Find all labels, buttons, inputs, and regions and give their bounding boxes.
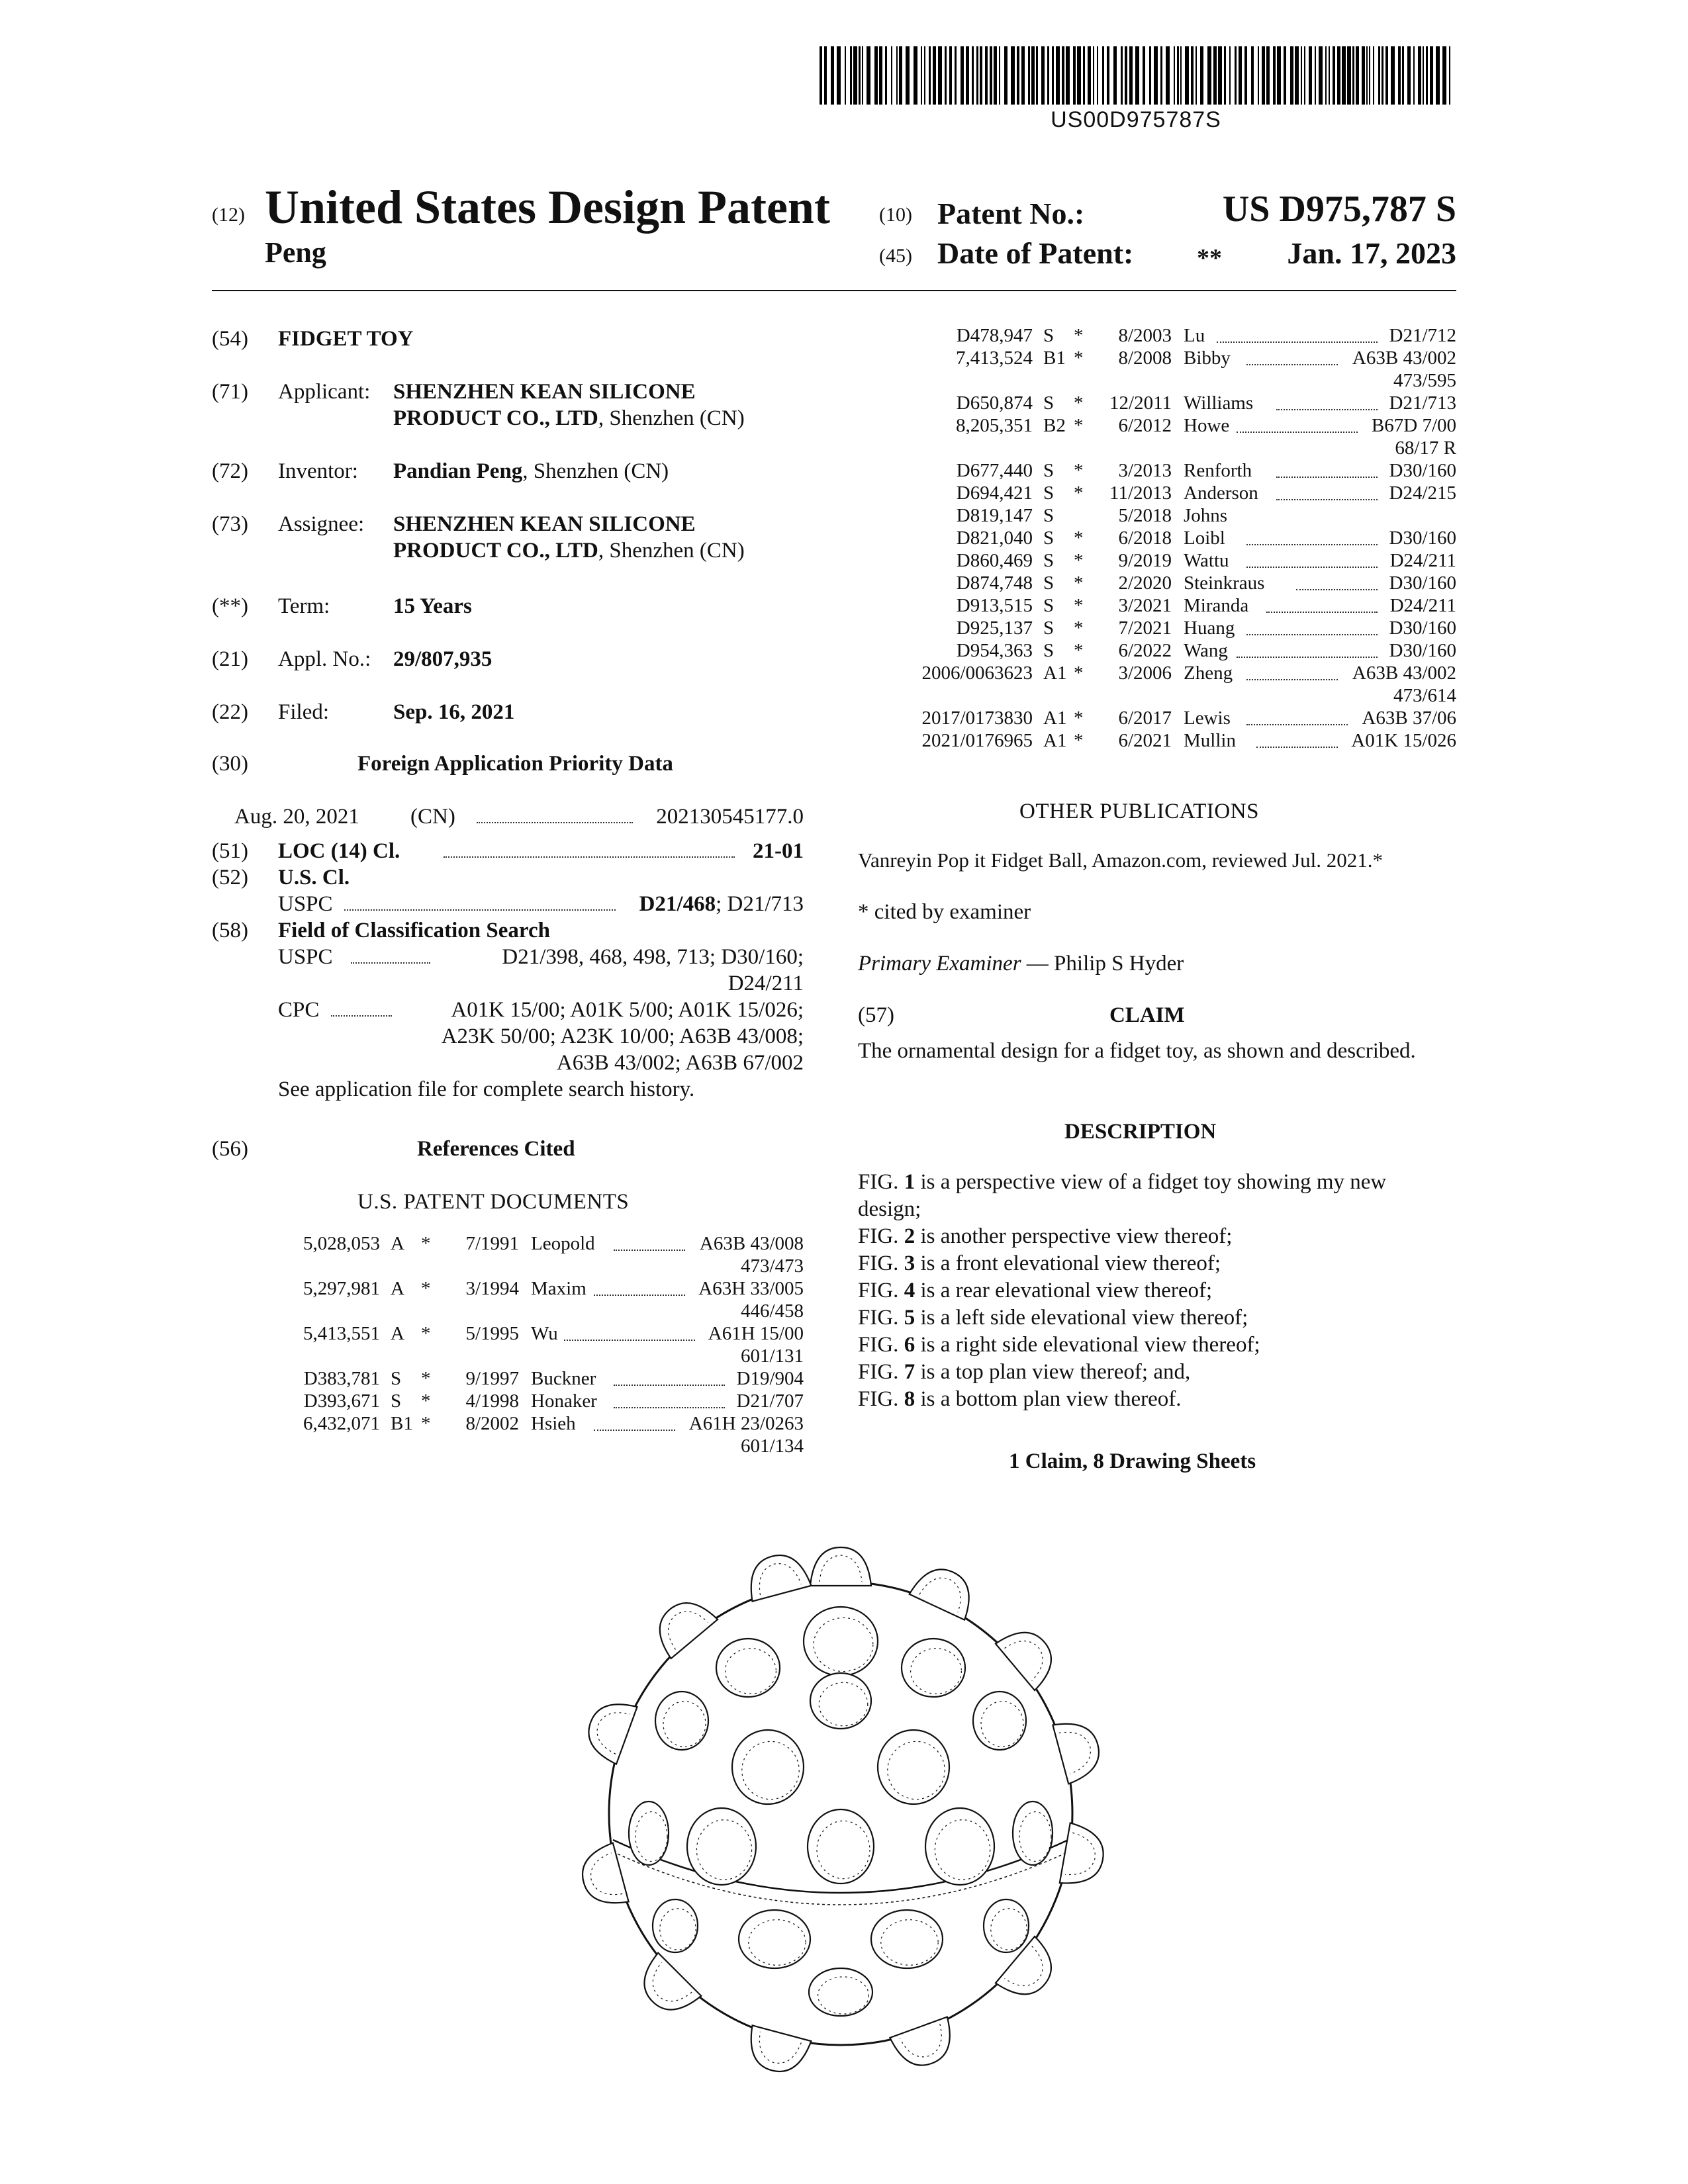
reference-class-secondary: 601/131 bbox=[740, 1345, 804, 1367]
reference-star: * bbox=[1074, 730, 1084, 751]
reference-class: D30/160 bbox=[1389, 640, 1456, 661]
reference-class-secondary: 446/458 bbox=[740, 1300, 804, 1322]
reference-date: 7/1991 bbox=[465, 1233, 519, 1254]
reference-star: * bbox=[421, 1278, 431, 1299]
applicant-company: PRODUCT CO., LTD bbox=[393, 406, 598, 430]
reference-kind: S bbox=[1043, 617, 1055, 639]
patent-number: US D975,787 S bbox=[1222, 189, 1456, 230]
reference-star: * bbox=[1074, 460, 1084, 481]
term-value: 15 Years bbox=[393, 594, 472, 618]
applicant-line2 bbox=[393, 405, 745, 432]
applicant-label: Applicant: bbox=[278, 380, 371, 404]
reference-kind: B1 bbox=[391, 1413, 413, 1434]
reference-date: 3/2013 bbox=[1118, 460, 1172, 481]
reference-number: D925,137 bbox=[956, 617, 1033, 639]
applicant-line1: SHENZHEN KEAN SILICONE bbox=[393, 380, 696, 404]
fig-number: 1 bbox=[904, 1170, 915, 1194]
reference-inventor: Wu bbox=[531, 1323, 558, 1344]
inventor-surname: Peng bbox=[265, 236, 326, 269]
reference-class-secondary: 68/17 R bbox=[1395, 437, 1456, 459]
description-item bbox=[858, 1304, 1248, 1331]
search-field-label: Field of Classification Search bbox=[278, 919, 550, 942]
fig-caption: is a top plan view thereof; and, bbox=[915, 1360, 1191, 1384]
loc-label: LOC (14) Cl. bbox=[278, 839, 400, 863]
invention-title: FIDGET TOY bbox=[278, 327, 414, 351]
reference-inventor: Miranda bbox=[1184, 595, 1249, 616]
field-56-num: (56) bbox=[212, 1137, 248, 1161]
fig-caption: is another perspective view thereof; bbox=[915, 1224, 1233, 1248]
reference-number: 6,432,071 bbox=[303, 1413, 380, 1434]
bump bbox=[716, 1639, 780, 1697]
reference-date: 6/2021 bbox=[1118, 730, 1172, 751]
reference-inventor: Huang bbox=[1184, 617, 1235, 639]
fig-number: 4 bbox=[904, 1279, 915, 1302]
assignee-line2 bbox=[393, 537, 745, 564]
fidget-toy-drawing bbox=[549, 1502, 1132, 2138]
reference-class: D21/707 bbox=[736, 1390, 804, 1412]
reference-class: D21/712 bbox=[1389, 325, 1456, 346]
reference-kind: S bbox=[1043, 595, 1055, 616]
reference-number: 5,028,053 bbox=[303, 1233, 380, 1254]
reference-class: A01K 15/026 bbox=[1351, 730, 1456, 751]
reference-inventor: Wang bbox=[1184, 640, 1228, 661]
field-71-num: (71) bbox=[212, 380, 248, 404]
bump bbox=[629, 1801, 669, 1865]
bump bbox=[878, 1730, 949, 1804]
us-cl-label: U.S. Cl. bbox=[278, 866, 350, 889]
reference-date: 7/2021 bbox=[1118, 617, 1172, 639]
priority-leader bbox=[477, 822, 633, 823]
reference-date: 3/2021 bbox=[1118, 595, 1172, 616]
description-item bbox=[858, 1196, 921, 1222]
reference-inventor: Buckner bbox=[531, 1368, 596, 1389]
bump bbox=[973, 1692, 1026, 1750]
reference-class: A63B 43/002 bbox=[1352, 662, 1456, 684]
bump bbox=[732, 1730, 804, 1804]
fig-number: 5 bbox=[904, 1306, 915, 1330]
reference-number: D913,515 bbox=[956, 595, 1033, 616]
fig-number: 3 bbox=[904, 1251, 915, 1275]
reference-number: D650,874 bbox=[956, 392, 1033, 414]
field-57-num: (57) bbox=[858, 1003, 894, 1027]
reference-number: 5,297,981 bbox=[303, 1278, 380, 1299]
field-30-num: (30) bbox=[212, 752, 248, 776]
bump bbox=[804, 1607, 878, 1676]
patent-date: Jan. 17, 2023 bbox=[1287, 236, 1456, 270]
reference-inventor: Johns bbox=[1184, 505, 1228, 526]
reference-date: 3/2006 bbox=[1118, 662, 1172, 684]
reference-number: D821,040 bbox=[956, 527, 1033, 549]
reference-inventor: Lewis bbox=[1184, 707, 1231, 729]
reference-class: A61H 15/00 bbox=[708, 1323, 804, 1344]
barcode-number: US00D975787S bbox=[1051, 107, 1221, 132]
date-label: Date of Patent: bbox=[937, 236, 1134, 270]
reference-class: D30/160 bbox=[1389, 460, 1456, 481]
fig-prefix: FIG. bbox=[858, 1170, 904, 1194]
reference-inventor: Wattu bbox=[1184, 550, 1229, 571]
reference-number: D478,947 bbox=[956, 325, 1033, 346]
examiner-dash: — bbox=[1021, 952, 1055, 976]
patent-no-label: Patent No.: bbox=[937, 197, 1085, 230]
field-51-num: (51) bbox=[212, 839, 248, 863]
reference-number: D860,469 bbox=[956, 550, 1033, 571]
loc-leader bbox=[444, 856, 735, 858]
uspc-label: USPC bbox=[278, 892, 333, 916]
uspc-leader bbox=[344, 909, 616, 911]
search-cpc-label: CPC bbox=[278, 998, 320, 1022]
reference-date: 9/2019 bbox=[1118, 550, 1172, 571]
assignee-city: , Shenzhen (CN) bbox=[598, 539, 745, 563]
priority-heading: Foreign Application Priority Data bbox=[357, 752, 673, 776]
priority-date: Aug. 20, 2021 bbox=[234, 805, 359, 829]
applicant-city: , Shenzhen (CN) bbox=[598, 406, 745, 430]
reference-kind: S bbox=[1043, 572, 1055, 594]
code-12: (12) bbox=[212, 204, 245, 226]
reference-star: * bbox=[1074, 527, 1084, 549]
reference-inventor: Loibl bbox=[1184, 527, 1225, 549]
field-58-num: (58) bbox=[212, 919, 248, 942]
reference-date: 5/1995 bbox=[465, 1323, 519, 1344]
reference-date: 6/2012 bbox=[1118, 415, 1172, 436]
assignee-line1: SHENZHEN KEAN SILICONE bbox=[393, 512, 696, 536]
reference-number: 2021/0176965 bbox=[921, 730, 1033, 751]
reference-date: 11/2013 bbox=[1109, 482, 1172, 504]
reference-star: * bbox=[421, 1390, 431, 1412]
reference-date: 8/2002 bbox=[465, 1413, 519, 1434]
description-item bbox=[858, 1359, 1190, 1385]
field-22-num: (22) bbox=[212, 700, 248, 724]
reference-date: 5/2018 bbox=[1118, 505, 1172, 526]
reference-class-secondary: 473/595 bbox=[1393, 370, 1456, 391]
search-cpc-value1: A01K 15/00; A01K 5/00; A01K 15/026; bbox=[451, 998, 804, 1022]
inventor-name: Pandian Peng bbox=[393, 459, 523, 483]
bump bbox=[653, 1899, 698, 1952]
reference-kind: A1 bbox=[1043, 662, 1067, 684]
reference-number: D819,147 bbox=[956, 505, 1033, 526]
fig-prefix: FIG. bbox=[858, 1333, 904, 1357]
fig-prefix: FIG. bbox=[858, 1279, 904, 1302]
reference-inventor: Mullin bbox=[1184, 730, 1236, 751]
reference-inventor: Honaker bbox=[531, 1390, 597, 1412]
reference-date: 6/2022 bbox=[1118, 640, 1172, 661]
description-item bbox=[858, 1386, 1182, 1412]
reference-inventor: Renforth bbox=[1184, 460, 1252, 481]
bump bbox=[808, 1809, 874, 1884]
edge-bump bbox=[810, 1547, 871, 1586]
reference-inventor: Hsieh bbox=[531, 1413, 576, 1434]
reference-class: D24/211 bbox=[1389, 550, 1456, 571]
reference-date: 4/1998 bbox=[465, 1390, 519, 1412]
reference-star: * bbox=[1074, 415, 1084, 436]
bump bbox=[902, 1639, 965, 1697]
reference-star: * bbox=[421, 1233, 431, 1254]
code-10: (10) bbox=[879, 204, 912, 226]
description-item bbox=[858, 1223, 1232, 1250]
loc-value: 21-01 bbox=[753, 839, 804, 863]
reference-kind: S bbox=[1043, 527, 1055, 549]
field-73-num: (73) bbox=[212, 512, 248, 536]
description-item bbox=[858, 1250, 1221, 1277]
reference-class: A61H 23/0263 bbox=[688, 1413, 804, 1434]
filed-label: Filed: bbox=[278, 700, 330, 724]
bump bbox=[739, 1910, 810, 1968]
reference-inventor: Anderson bbox=[1184, 482, 1258, 504]
document-title: United States Design Patent bbox=[265, 181, 830, 234]
reference-inventor: Zheng bbox=[1184, 662, 1233, 684]
priority-number: 202130545177.0 bbox=[656, 805, 804, 829]
reference-number: 5,413,551 bbox=[303, 1323, 380, 1344]
fig-number: 2 bbox=[904, 1224, 915, 1248]
fig-number: 8 bbox=[904, 1387, 915, 1411]
reference-class: D30/160 bbox=[1389, 617, 1456, 639]
reference-class: B67D 7/00 bbox=[1371, 415, 1456, 436]
reference-kind: A bbox=[391, 1233, 404, 1254]
reference-kind: B2 bbox=[1043, 415, 1066, 436]
reference-inventor: Steinkraus bbox=[1184, 572, 1265, 594]
code-45: (45) bbox=[879, 245, 912, 267]
fig-prefix: FIG. bbox=[858, 1360, 904, 1384]
reference-star: * bbox=[1074, 347, 1084, 369]
reference-number: D874,748 bbox=[956, 572, 1033, 594]
reference-star: * bbox=[1074, 662, 1084, 684]
assignee-label: Assignee: bbox=[278, 512, 365, 536]
reference-number: D954,363 bbox=[956, 640, 1033, 661]
reference-kind: S bbox=[1043, 392, 1055, 414]
reference-number: 7,413,524 bbox=[956, 347, 1033, 369]
search-note: See application file for complete search history. bbox=[278, 1077, 695, 1101]
reference-star: * bbox=[421, 1368, 431, 1389]
reference-date: 3/1994 bbox=[465, 1278, 519, 1299]
examiner-name: Philip S Hyder bbox=[1054, 952, 1184, 976]
reference-class: D19/904 bbox=[736, 1368, 804, 1389]
bump bbox=[984, 1899, 1029, 1952]
search-uspc-value2: D24/211 bbox=[727, 972, 804, 995]
other-publications-heading: OTHER PUBLICATIONS bbox=[1019, 799, 1259, 823]
reference-kind: S bbox=[391, 1368, 402, 1389]
field-52-num: (52) bbox=[212, 866, 248, 889]
bump bbox=[1013, 1801, 1053, 1865]
reference-inventor: Bibby bbox=[1184, 347, 1231, 369]
reference-inventor: Howe bbox=[1184, 415, 1230, 436]
reference-number: D383,781 bbox=[303, 1368, 380, 1389]
bump bbox=[655, 1692, 708, 1750]
reference-star: * bbox=[1074, 617, 1084, 639]
reference-star: * bbox=[1074, 550, 1084, 571]
claim-heading: CLAIM bbox=[1109, 1003, 1185, 1027]
fig-caption: is a bottom plan view thereof. bbox=[915, 1387, 1182, 1411]
description-heading: DESCRIPTION bbox=[1064, 1120, 1217, 1144]
reference-kind: S bbox=[1043, 482, 1055, 504]
reference-class-secondary: 473/614 bbox=[1393, 685, 1456, 706]
fig-caption: is a rear elevational view thereof; bbox=[915, 1279, 1213, 1302]
reference-number: 2006/0063623 bbox=[921, 662, 1033, 684]
reference-star: * bbox=[1074, 392, 1084, 414]
description-item bbox=[858, 1277, 1212, 1304]
reference-class: D30/160 bbox=[1389, 527, 1456, 549]
search-uspc-leader bbox=[351, 962, 430, 964]
reference-date: 8/2008 bbox=[1118, 347, 1172, 369]
reference-class-secondary: 601/134 bbox=[740, 1435, 804, 1457]
inventor-value bbox=[393, 458, 669, 484]
header-rule bbox=[212, 290, 1456, 291]
fig-prefix: FIG. bbox=[858, 1306, 904, 1330]
priority-country: (CN) bbox=[410, 805, 455, 829]
reference-star: * bbox=[1074, 572, 1084, 594]
reference-date: 6/2017 bbox=[1118, 707, 1172, 729]
reference-class: D24/215 bbox=[1389, 482, 1456, 504]
fig-number: 7 bbox=[904, 1360, 915, 1384]
reference-star: * bbox=[1074, 640, 1084, 661]
reference-star: * bbox=[421, 1413, 431, 1434]
examiner-line bbox=[858, 950, 1184, 977]
fig-caption: is a perspective view of a fidget toy showing my new bbox=[915, 1170, 1387, 1194]
fig-caption: is a left side elevational view thereof; bbox=[915, 1306, 1248, 1330]
reference-number: D677,440 bbox=[956, 460, 1033, 481]
fig-prefix: FIG. bbox=[858, 1251, 904, 1275]
reference-class: D24/211 bbox=[1389, 595, 1456, 616]
field-21-num: (21) bbox=[212, 647, 248, 671]
claims-summary: 1 Claim, 8 Drawing Sheets bbox=[1009, 1449, 1256, 1473]
references-heading: References Cited bbox=[417, 1137, 575, 1161]
bump bbox=[871, 1910, 943, 1968]
reference-star: * bbox=[1074, 707, 1084, 729]
search-uspc-label: USPC bbox=[278, 945, 333, 969]
term-label: Term: bbox=[278, 594, 330, 618]
uspc-primary: D21/468 bbox=[639, 892, 716, 916]
reference-class: D30/160 bbox=[1389, 572, 1456, 594]
reference-inventor: Maxim bbox=[531, 1278, 586, 1299]
reference-date: 2/2020 bbox=[1118, 572, 1172, 594]
us-patent-docs-heading: U.S. PATENT DOCUMENTS bbox=[357, 1190, 630, 1214]
inventor-label: Inventor: bbox=[278, 459, 358, 483]
reference-number: D694,421 bbox=[956, 482, 1033, 504]
reference-inventor: Williams bbox=[1184, 392, 1254, 414]
field-term-num: (**) bbox=[212, 594, 248, 618]
inventor-city: , Shenzhen (CN) bbox=[522, 459, 669, 483]
fig-prefix: FIG. bbox=[858, 1387, 904, 1411]
fig-caption: design; bbox=[858, 1197, 921, 1221]
cited-by-examiner: * cited by examiner bbox=[858, 900, 1031, 924]
reference-star: * bbox=[1074, 482, 1084, 504]
reference-class: A63B 37/06 bbox=[1362, 707, 1456, 729]
fig-prefix: FIG. bbox=[858, 1224, 904, 1248]
search-uspc-value1: D21/398, 468, 498, 713; D30/160; bbox=[502, 945, 804, 969]
reference-star: * bbox=[1074, 325, 1084, 346]
reference-kind: S bbox=[1043, 505, 1055, 526]
fig-number: 6 bbox=[904, 1333, 915, 1357]
reference-kind: A bbox=[391, 1278, 404, 1299]
fig-caption: is a right side elevational view thereof; bbox=[915, 1333, 1260, 1357]
reference-kind: S bbox=[1043, 640, 1055, 661]
filed-value: Sep. 16, 2021 bbox=[393, 700, 515, 724]
date-star: ** bbox=[1197, 244, 1222, 272]
reference-class: A63H 33/005 bbox=[698, 1278, 804, 1299]
reference-date: 12/2011 bbox=[1109, 392, 1172, 414]
reference-number: 8,205,351 bbox=[956, 415, 1033, 436]
uspc-value bbox=[616, 891, 804, 917]
appl-no-label: Appl. No.: bbox=[278, 647, 371, 671]
fig-caption: is a front elevational view thereof; bbox=[915, 1251, 1221, 1275]
reference-kind: S bbox=[1043, 550, 1055, 571]
reference-class: A63B 43/002 bbox=[1352, 347, 1456, 369]
search-cpc-leader bbox=[331, 1015, 392, 1017]
reference-inventor: Lu bbox=[1184, 325, 1205, 346]
reference-kind: A1 bbox=[1043, 730, 1067, 751]
reference-date: 9/1997 bbox=[465, 1368, 519, 1389]
reference-class: A63B 43/008 bbox=[699, 1233, 804, 1254]
reference-star: * bbox=[1074, 595, 1084, 616]
reference-inventor: Leopold bbox=[531, 1233, 595, 1254]
reference-number: 2017/0173830 bbox=[921, 707, 1033, 729]
search-cpc-value3: A63B 43/002; A63B 67/002 bbox=[556, 1051, 804, 1075]
field-54-num: (54) bbox=[212, 327, 248, 351]
reference-date: 8/2003 bbox=[1118, 325, 1172, 346]
bump bbox=[809, 1968, 872, 2016]
reference-kind: B1 bbox=[1043, 347, 1066, 369]
examiner-label: Primary Examiner bbox=[858, 952, 1021, 976]
search-cpc-value2: A23K 50/00; A23K 10/00; A63B 43/008; bbox=[441, 1024, 804, 1048]
assignee-company: PRODUCT CO., LTD bbox=[393, 539, 598, 563]
description-item bbox=[858, 1332, 1260, 1358]
reference-star: * bbox=[421, 1323, 431, 1344]
reference-kind: A1 bbox=[1043, 707, 1067, 729]
reference-class-secondary: 473/473 bbox=[740, 1255, 804, 1277]
field-72-num: (72) bbox=[212, 459, 248, 483]
uspc-secondary: ; D21/713 bbox=[716, 892, 804, 916]
reference-number: D393,671 bbox=[303, 1390, 380, 1412]
claim-text: The ornamental design for a fidget toy, as shown and described. bbox=[858, 1039, 1416, 1063]
reference-kind: S bbox=[1043, 325, 1055, 346]
reference-class: D21/713 bbox=[1389, 392, 1456, 414]
other-publication-entry: Vanreyin Pop it Fidget Ball, Amazon.com, reviewed Jul. 2021.* bbox=[858, 848, 1383, 872]
reference-kind: S bbox=[391, 1390, 402, 1412]
reference-date: 6/2018 bbox=[1118, 527, 1172, 549]
appl-no-value: 29/807,935 bbox=[393, 647, 492, 671]
reference-kind: A bbox=[391, 1323, 404, 1344]
description-item bbox=[858, 1169, 1386, 1195]
reference-kind: S bbox=[1043, 460, 1055, 481]
barcode-image bbox=[818, 46, 1454, 105]
